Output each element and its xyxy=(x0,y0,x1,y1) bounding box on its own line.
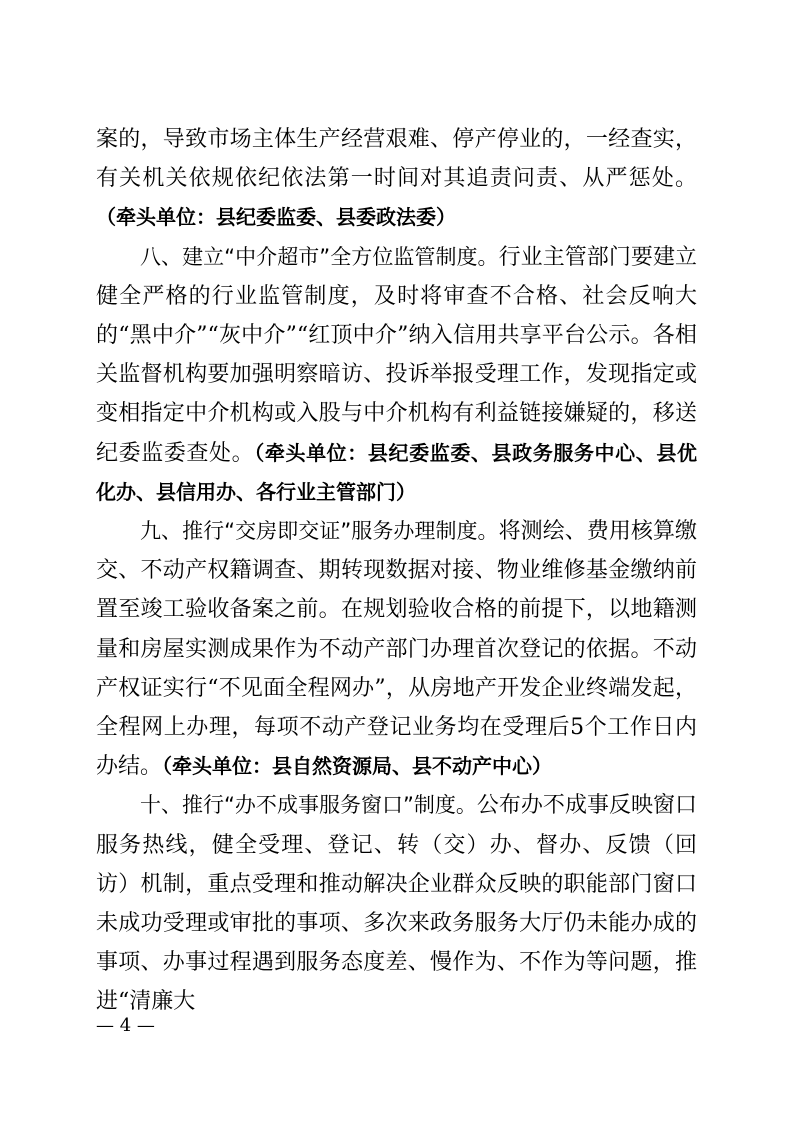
paragraph-body: 案的，导致市场主体生产经营艰难、停产停业的，一经查实，有关机关依规依纪依法第一时间对其追责问责、从严惩处。 xyxy=(96,127,697,192)
paragraph-section-8 xyxy=(96,238,697,512)
document-body xyxy=(96,120,697,1022)
paragraph-body: 行业主管部门要建立健全严格的行业监管制度，及时将审查不合格、社会反响大的“黑中介”“灰中介”“红顶中介”纳入信用共享平台公示。各相关监督机构要加强明察暗访、投诉举报受理工作，发现指定或变相指定中介机构或入股与中介机构有利益链接嫌疑的，移送纪委监委查处。 xyxy=(96,244,697,466)
lead-unit-note: （牵头单位：县纪委监委、县委政法委） xyxy=(96,205,456,230)
paragraph-section-10 xyxy=(96,786,697,1021)
paragraph-section-9 xyxy=(96,512,697,786)
page-number: — 4 — xyxy=(96,1015,155,1036)
section-heading: 八、建立“中介超市”全方位监管制度。 xyxy=(140,244,499,269)
lead-unit-note: （牵头单位：县自然资源局、县不动产中心） xyxy=(162,754,553,779)
lead-unit-note: （牵头单位：县纪委监委、县政务服务中心、县优化办、县信用办、各行业主管部门） xyxy=(96,440,697,504)
paragraph-body: 将测绘、费用核算缴交、不动产权籍调查、期转现数据对接、物业维修基金缴纳前置至竣工验收备案之前。在规划验收合格的前提下，以地籍测量和房屋实测成果作为不动产部门办理首次登记的依据。不动产权证实行“不见面全程网办”，从房地产开发企业终端发起，全程网上办理，每项不动产登记业务均在受理后5个工作日内办结。 xyxy=(96,519,697,780)
paragraph-continuation xyxy=(96,120,697,238)
paragraph-body: 公布办不成事反映窗口服务热线，健全受理、登记、转（交）办、督办、反馈（回访）机制，重点受理和推动解决企业群众反映的职能部门窗口未成功受理或审批的事项、多次来政务服务大厅仍未能办成的事项、办事过程遇到服务态度差、慢作为、不作为等问题，推进“清廉大 xyxy=(96,793,697,1015)
section-heading: 十、推行“办不成事服务窗口”制度。 xyxy=(140,793,477,818)
section-heading: 九、推行“交房即交证”服务办理制度。 xyxy=(140,519,499,544)
